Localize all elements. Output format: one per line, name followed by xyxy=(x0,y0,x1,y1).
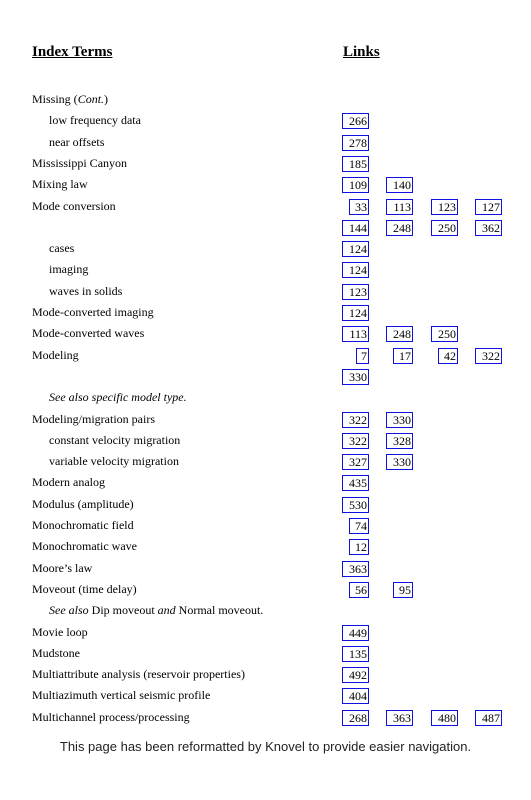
index-entry-row xyxy=(0,707,531,727)
index-entry-row xyxy=(0,153,531,173)
page-link[interactable]: 278 xyxy=(342,135,369,151)
index-term: See also Dip moveout and Normal moveout. xyxy=(49,603,264,618)
page-link[interactable]: 127 xyxy=(475,199,502,215)
index-entry-row xyxy=(0,515,531,535)
index-term: Mixing law xyxy=(32,177,88,192)
index-entry-row xyxy=(0,622,531,642)
index-term: Mode-converted imaging xyxy=(32,305,154,319)
page-link[interactable]: 113 xyxy=(386,199,413,215)
index-entry-row xyxy=(0,196,531,216)
page-link[interactable]: 449 xyxy=(342,625,369,641)
index-term: Modeling xyxy=(32,347,79,362)
page-link[interactable]: 266 xyxy=(342,113,369,129)
index-entry-row xyxy=(0,472,531,492)
index-term: Moveout (time delay) xyxy=(32,581,137,596)
page-link[interactable]: 327 xyxy=(342,454,369,470)
index-entry-row xyxy=(0,217,531,237)
page-link[interactable]: 144 xyxy=(342,220,369,236)
index-term: Modern analog xyxy=(32,475,105,490)
index-entry-row xyxy=(0,174,531,194)
index-entry-row xyxy=(0,600,531,620)
page-link[interactable]: 363 xyxy=(342,561,369,577)
page-link[interactable]: 362 xyxy=(475,220,502,236)
index-entry-row xyxy=(0,494,531,514)
index-entry-row xyxy=(0,259,531,279)
index-term: imaging xyxy=(49,262,89,277)
index-term: waves in solids xyxy=(49,283,123,298)
page-link[interactable]: 135 xyxy=(342,646,369,662)
index-term: Multichannel process/processing xyxy=(32,709,190,724)
page-link[interactable]: 33 xyxy=(349,199,369,215)
index-entry-row xyxy=(0,451,531,471)
index-term: Multiazimuth vertical seismic profile xyxy=(32,688,211,703)
page-link[interactable]: 487 xyxy=(475,710,502,726)
page-link[interactable]: 330 xyxy=(386,454,413,470)
index-terms-heading: Index Terms xyxy=(32,44,113,60)
page-link[interactable]: 113 xyxy=(342,326,369,342)
index-entry-row xyxy=(0,238,531,258)
page-link[interactable]: 56 xyxy=(349,582,369,598)
page-link[interactable]: 322 xyxy=(342,433,369,449)
index-term: low frequency data xyxy=(49,113,141,128)
index-entry-row xyxy=(0,110,531,130)
page-link[interactable]: 322 xyxy=(342,412,369,428)
page-link[interactable]: 248 xyxy=(386,220,413,236)
index-term: Missing (Cont.) xyxy=(32,92,109,106)
page-link[interactable]: 328 xyxy=(386,433,413,449)
index-entry-row xyxy=(0,366,531,386)
index-entry-row xyxy=(0,345,531,365)
index-entry-row xyxy=(0,664,531,684)
index-term: Monochromatic wave xyxy=(32,539,137,554)
page-link[interactable]: 124 xyxy=(342,262,369,278)
index-entry-row xyxy=(0,89,531,109)
index-entry-row xyxy=(0,430,531,450)
index-term: near offsets xyxy=(49,134,105,149)
index-term: variable velocity migration xyxy=(49,454,179,469)
page-link[interactable]: 435 xyxy=(342,475,369,491)
page-link[interactable]: 330 xyxy=(342,369,369,385)
index-term: Mode conversion xyxy=(32,198,116,213)
page-link[interactable]: 95 xyxy=(393,582,413,598)
index-term: Monochromatic field xyxy=(32,518,134,532)
page-link[interactable]: 185 xyxy=(342,156,369,172)
page-link[interactable]: 123 xyxy=(342,284,369,300)
index-entry-row xyxy=(0,536,531,556)
index-entry-row xyxy=(0,685,531,705)
index-term: Mississippi Canyon xyxy=(32,155,128,170)
index-entry-row xyxy=(0,558,531,578)
page-link[interactable]: 74 xyxy=(349,518,369,534)
page-link[interactable]: 124 xyxy=(342,305,369,321)
index-entry-row xyxy=(0,643,531,663)
page-link[interactable]: 17 xyxy=(393,348,413,364)
page-link[interactable]: 404 xyxy=(342,688,369,704)
index-term: Modeling/migration pairs xyxy=(32,411,155,426)
page-link[interactable]: 12 xyxy=(349,539,369,555)
index-term: See also specific model type. xyxy=(49,390,187,405)
page-link[interactable]: 268 xyxy=(342,710,369,726)
index-term: Mode-converted waves xyxy=(32,326,145,341)
page-link[interactable]: 530 xyxy=(342,497,369,513)
index-entry-row xyxy=(0,387,531,407)
page-link[interactable]: 7 xyxy=(356,348,369,364)
page-link[interactable]: 330 xyxy=(386,412,413,428)
index-term: Modulus (amplitude) xyxy=(32,496,134,511)
index-term: Mudstone xyxy=(32,645,80,660)
index-term: Moore’s law xyxy=(32,560,93,575)
page-link[interactable]: 42 xyxy=(438,348,458,364)
index-entry-row xyxy=(0,281,531,301)
page-link[interactable]: 480 xyxy=(431,710,458,726)
page-link[interactable]: 250 xyxy=(431,326,458,342)
index-term: cases xyxy=(49,241,75,256)
page-link[interactable]: 123 xyxy=(431,199,458,215)
page-link[interactable]: 250 xyxy=(431,220,458,236)
page-link[interactable]: 124 xyxy=(342,241,369,257)
page-link[interactable]: 492 xyxy=(342,667,369,683)
page-link[interactable]: 140 xyxy=(386,177,413,193)
page-link[interactable]: 109 xyxy=(342,177,369,193)
index-term: constant velocity migration xyxy=(49,432,181,447)
knovel-footer-note: This page has been reformatted by Knovel to provide easier navigation. xyxy=(59,739,472,754)
page-link[interactable]: 322 xyxy=(475,348,502,364)
page-link[interactable]: 363 xyxy=(386,710,413,726)
index-entry-row xyxy=(0,132,531,152)
index-term: Multiattribute analysis (reservoir properties) xyxy=(32,667,245,682)
index-term: Movie loop xyxy=(32,624,88,639)
index-entry-row xyxy=(0,323,531,343)
page-link[interactable]: 248 xyxy=(386,326,413,342)
index-entry-row xyxy=(0,302,531,322)
index-entry-row xyxy=(0,579,531,599)
index-entry-row xyxy=(0,409,531,429)
links-heading: Links xyxy=(343,44,380,60)
